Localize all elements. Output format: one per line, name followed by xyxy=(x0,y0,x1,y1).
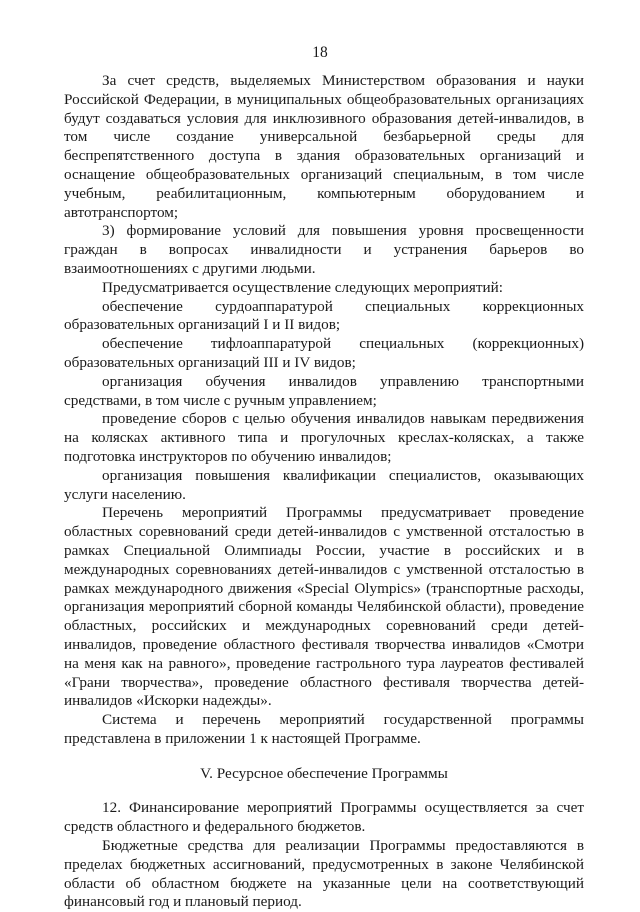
paragraph-1: За счет средств, выделяемых Министерством образования и науки Российской Федерации, в муниципальных общеобразовательных организациях будут создаваться условия для инклюзивного образования детей-инвалидов, в том числе создание универсальной безбарьерной среды для беспрепятственного доступа в здания образовательных организаций и оснащение общеобразовательных организаций специальным, в том числе учебным, реабилитационным, компьютерным оборудованием и автотранспортом; xyxy=(64,72,584,221)
section-heading: V. Ресурсное обеспечение Программы xyxy=(200,764,448,782)
paragraph-7: проведение сборов с целью обучения инвалидов навыкам передвижения на колясках активного типа и прогулочных креслах-колясках, а также подготовка инструкторов по обучению инвалидов; xyxy=(64,410,584,465)
document-body xyxy=(64,72,584,912)
paragraph-11: 12. Финансирование мероприятий Программы осуществляется за счет средств областного и федерального бюджетов. xyxy=(64,799,584,836)
paragraph-5: обеспечение тифлоаппаратурой специальных (коррекционных) образовательных организаций III и IV видов; xyxy=(64,335,584,371)
paragraph-12: Бюджетные средства для реализации Программы предоставляются в пределах бюджетных ассигнований, предусмотренных в законе Челябинской области об областном бюджете на указанные цели на соответствующий финансовый год и плановый период. xyxy=(64,837,584,911)
paragraph-9: Перечень мероприятий Программы предусматривает проведение областных соревнований среди детей-инвалидов с умственной отсталостью в рамках Специальной Олимпиады России, участие в российских и в международных соревнованиях детей-инвалидов с умственной отсталостью в рамках международного движения «Special Olympics» (транспортные расходы, организация мероприятий сборной команды Челябинской области), проведение областных, российских и международных соревнований среди детей-инвалидов, проведение областного фестиваля творчества инвалидов «Смотри на меня как на равного», проведение гастрольного тура лауреатов фестивалей «Грани творчества», проведение областного фестиваля творчества детей-инвалидов «Искорки надежды». xyxy=(64,504,584,710)
paragraph-10: Система и перечень мероприятий государственной программы представлена в приложении 1 к настоящей Программе. xyxy=(64,711,584,747)
paragraph-4: обеспечение сурдоаппаратурой специальных коррекционных образовательных организаций I и II видов; xyxy=(64,297,584,334)
page-number: 18 xyxy=(312,44,328,61)
paragraph-2: 3) формирование условий для повышения уровня просвещенности граждан в вопросах инвалидности и устранения барьеров во взаимоотношениях с другими людьми. xyxy=(64,222,584,277)
paragraph-8: организация повышения квалификации специалистов, оказывающих услуги населению. xyxy=(64,466,584,503)
paragraph-6: организация обучения инвалидов управлению транспортными средствами, в том числе с ручным управлением; xyxy=(64,372,584,409)
paragraph-3: Предусматривается осуществление следующих мероприятий: xyxy=(102,278,503,296)
